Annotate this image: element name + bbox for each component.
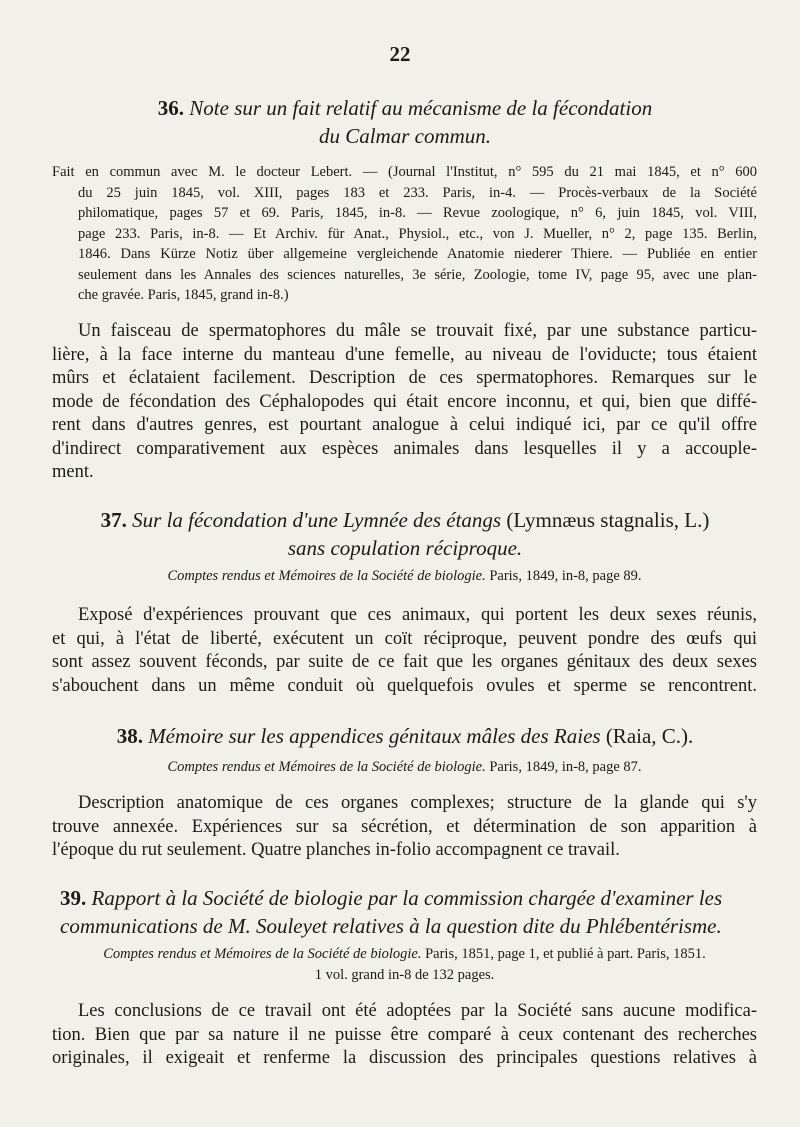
entry-36-title-line-1: Note sur un fait relatif au mécanisme de la fécondation [189, 96, 653, 120]
entry-37-title [60, 506, 750, 562]
entry-36-body-line: mode de fécondation des Céphalopodes qui était encore inconnu, et qui, bien que diffé- [52, 391, 757, 412]
entry-38-title-italic: Mémoire sur les appendices génitaux mâles des Raies [148, 724, 601, 748]
entry-36-number: 36. [157, 96, 185, 120]
entry-39-ref-line-2: 1 vol. grand in-8 de 132 pages. [314, 966, 495, 983]
entry-39-reference [52, 944, 757, 985]
entry-38-body-line: l'époque du rut seulement. Quatre planches in-folio accompagnent ce travail. [52, 840, 620, 860]
entry-39-ref-journal: Comptes rendus et Mémoires de la Société de biologie. [103, 946, 422, 962]
entry-39-ref-details: Paris, 1851, page 1, et publié à part. Paris, 1851. [425, 946, 706, 962]
entry-38-body [52, 792, 757, 863]
entry-37-body-line: sont assez souvent féconds, par suite de ce fait que les organes génitaux des deux sexes [52, 652, 757, 672]
entry-37-ref-journal: Comptes rendus et Mémoires de la Société de biologie. [167, 568, 486, 584]
entry-36-title-line-2: du Calmar commun. [318, 124, 492, 148]
entry-39-title-line-1: Rapport à la Société de biologie par la commission chargée d'examiner les [91, 886, 723, 910]
entry-39-body-line: tion. Bien que par sa nature il ne puisse être comparé à ceux contenant des recherches [52, 1024, 757, 1045]
entry-37-body-line: Exposé d'expériences prouvant que ces animaux, qui portent les deux sexes réunis, [78, 605, 757, 625]
entry-37-number: 37. [100, 508, 127, 532]
entry-37-body [52, 604, 757, 698]
entry-37-body-line: et qui, à l'état de liberté, exécutent un coït réciproque, peuvent pondre des œufs qui [52, 628, 757, 649]
entry-36-ref-line: philomatique, pages 57 et 69. Paris, 1845, in-8. — Revue zoologique, n° 6, juin 1845, vol. VIII, [78, 205, 757, 221]
entry-36-ref-line: Fait en commun avec M. le docteur Lebert. — (Journal l'Institut, n° 595 du 21 mai 1845, et n° 600 [52, 164, 757, 180]
entry-36-body-line: d'indirect comparativement aux espèces animales dans lesquelles il y a accouple- [52, 438, 757, 459]
entry-36-body-line: Un faisceau de spermatophores du mâle se trouvait fixé, par une substance particu- [78, 321, 757, 341]
entry-39-title [60, 884, 750, 940]
entry-37-title-line-2: sans copulation réciproque. [287, 536, 523, 560]
entry-36-title [60, 94, 750, 150]
entry-38-number: 38. [116, 724, 143, 748]
entry-37-body-line: s'abouchent dans un même conduit où quelquefois ovules et sperme se rencontrent. [52, 675, 757, 696]
entry-37-reference [52, 566, 757, 587]
entry-39-body-line: Les conclusions de ce travail ont été adoptées par la Société sans aucune modifica- [78, 1001, 757, 1021]
entry-36-ref-line: page 233. Paris, in-8. — Et Archiv. für Anat., Physiol., etc., von J. Mueller, n° 2, page 135. Berlin, [78, 225, 757, 242]
entry-39-body-line: originales, il exigeait et renferme la discussion des principales questions relatives à [52, 1048, 757, 1068]
entry-39-number: 39. [60, 886, 87, 910]
entry-36-body [52, 320, 757, 485]
entry-38-title [60, 722, 750, 750]
entry-37-ref-details: Paris, 1849, in-8, page 89. [489, 568, 642, 584]
entry-38-body-line: Description anatomique de ces organes complexes; structure de la glande qui s'y [78, 793, 757, 813]
entry-36-ref-line: du 25 juin 1845, vol. XIII, pages 183 et 233. Paris, in-4. — Procès-verbaux de la Société [78, 184, 757, 201]
entry-36-ref-line: seulement dans les Annales des sciences naturelles, 3e série, Zoologie, tome IV, page 95, avec une plan- [78, 266, 757, 283]
entry-36-body-line: mûrs et éclataient facilement. Description de ces spermatophores. Remarques sur le [52, 368, 757, 388]
entry-36-body-line: rent dans d'autres genres, est pourtant analogue à celui indiqué ici, par ce qu'il offre [52, 415, 757, 435]
entry-37-title-species: (Lymnæus stagnalis, L.) [506, 508, 710, 532]
entry-37-title-italic: Sur la fécondation d'une Lymnée des étangs [132, 508, 502, 532]
entry-36-reference [52, 162, 757, 306]
entry-38-title-species: (Raia, C.). [605, 724, 694, 748]
entry-38-body-line: trouve annexée. Expériences sur sa sécrétion, et détermination de son apparition à [52, 816, 757, 837]
entry-38-ref-details: Paris, 1849, in-8, page 87. [489, 759, 642, 775]
entry-36-ref-line: che gravée. Paris, 1845, grand in-8.) [78, 287, 289, 303]
entry-36-ref-line: 1846. Dans Kürze Notiz über allgemeine vergleichende Anatomie niederer Thiere. — Publiée en entier [78, 246, 757, 262]
entry-38-ref-journal: Comptes rendus et Mémoires de la Société de biologie. [167, 759, 486, 775]
page-number: 22 [389, 42, 411, 66]
entry-38-reference [52, 757, 757, 778]
entry-36-body-line: ment. [52, 462, 94, 482]
entry-39-title-line-2: communications de M. Souleyet relatives à la question dite du Phlébentérisme. [60, 914, 722, 938]
entry-36-body-line: lière, à la face interne du manteau d'une femelle, au niveau de l'oviducte; tous étaient [52, 344, 757, 365]
entry-39-body [52, 1000, 757, 1071]
